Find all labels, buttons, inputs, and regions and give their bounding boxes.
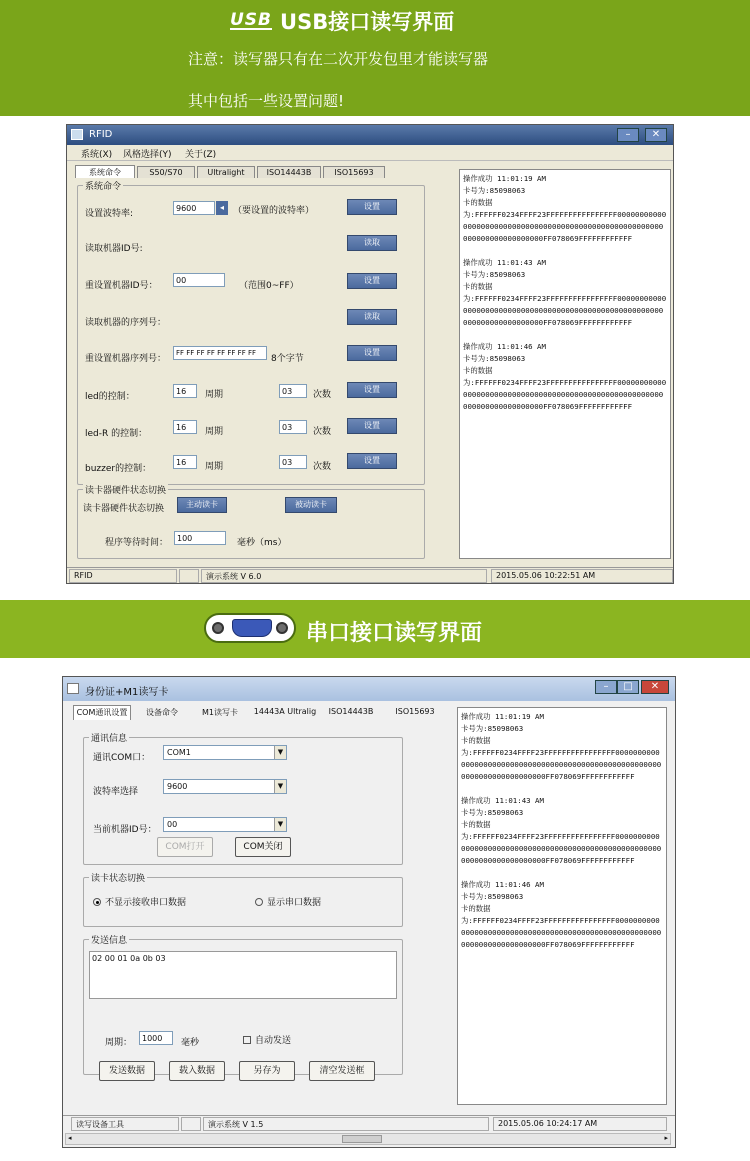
hardware-state-group <box>77 486 425 559</box>
status-bar <box>67 567 673 583</box>
set-buzzer-button[interactable]: 设置 <box>347 453 397 469</box>
log-entry <box>463 173 667 245</box>
group-label: 发送信息 <box>89 933 129 946</box>
tab-iso15693[interactable]: ISO15693 <box>395 707 435 716</box>
com-value: COM1 <box>167 748 191 757</box>
set-id-button[interactable]: 设置 <box>347 273 397 289</box>
baud-label: 波特率选择 <box>93 787 139 797</box>
group-label: 通讯信息 <box>89 731 129 744</box>
read-serial-button[interactable]: 读取 <box>347 309 397 325</box>
serial-port-icon <box>204 613 296 643</box>
menu-about[interactable]: 关于(Z) <box>185 150 217 160</box>
usb-logo: USB <box>230 10 273 30</box>
tab-iso14443b[interactable]: ISO14443B <box>257 166 321 178</box>
chevron-down-icon[interactable]: ▼ <box>274 818 286 831</box>
log-card: 卡号为:85098063 <box>463 270 526 279</box>
log-data-label: 卡的数据 <box>463 198 493 207</box>
log-entry <box>461 879 663 951</box>
log-head: 操作成功 11:01:46 AM <box>461 880 544 889</box>
ledr-period-unit: 周期 <box>205 427 224 437</box>
app-icon <box>71 129 83 140</box>
log-head: 操作成功 11:01:43 AM <box>461 796 544 805</box>
reset-serial-hint: 8个字节 <box>271 354 304 364</box>
log-data: 为:FFFFFF0234FFFF23FFFFFFFFFFFFFFFF00000000000000000000000000000000000000000000000000000000000000000000000000FF078069FFFFFFFFFFFF <box>463 378 667 411</box>
horizontal-scrollbar[interactable] <box>65 1133 671 1145</box>
load-data-button[interactable]: 载入数据 <box>169 1061 225 1081</box>
set-ledr-button[interactable]: 设置 <box>347 418 397 434</box>
status-app: RFID <box>69 569 177 583</box>
serial-banner-title: 串口接口读写界面 <box>306 621 483 646</box>
period-label: 周期： <box>105 1038 133 1048</box>
log-panel[interactable] <box>457 707 667 1105</box>
reset-id-input[interactable]: 00 <box>173 273 225 287</box>
id-label: 当前机器ID号： <box>93 825 157 835</box>
usb-banner-title <box>230 6 454 36</box>
note-line-1: 注意：读写器只有在二次开发包里才能读写器 <box>188 50 489 68</box>
wait-time-unit: 毫秒（ms） <box>237 538 287 548</box>
close-icon[interactable]: ✕ <box>645 128 667 142</box>
buzzer-period-unit: 周期 <box>205 462 224 472</box>
rfid-window <box>66 124 674 584</box>
buzzer-period-input[interactable]: 16 <box>173 455 197 469</box>
window-titlebar <box>63 677 675 701</box>
ledr-count-input[interactable]: 03 <box>279 420 307 434</box>
window-title: 身份证+M1读写卡 <box>85 687 169 698</box>
chevron-left-icon[interactable]: ◂ <box>216 201 228 215</box>
minimize-icon[interactable]: – <box>617 128 639 142</box>
log-data: 为:FFFFFF0234FFFF23FFFFFFFFFFFFFFFF00000000000000000000000000000000000000000000000000000000000000000000000000FF078069FFFFFFFFFFFF <box>461 748 662 781</box>
scroll-left-icon[interactable]: ◂ <box>68 1134 72 1142</box>
ledr-label: led-R 的控制： <box>85 429 148 439</box>
baud-input[interactable]: 9600 <box>173 201 215 215</box>
radio-icon[interactable] <box>255 898 263 906</box>
set-serial-button[interactable]: 设置 <box>347 345 397 361</box>
log-data-label: 卡的数据 <box>463 366 493 375</box>
usb-title-text: USB接口读写界面 <box>280 10 455 34</box>
tab-device-command[interactable]: 设备命令 <box>146 708 178 717</box>
reset-serial-input[interactable]: FF FF FF FF FF FF FF FF <box>173 346 267 360</box>
read-id-label: 读取机器ID号: <box>85 244 143 254</box>
clear-send-button[interactable]: 清空发送框 <box>309 1061 375 1081</box>
passive-read-button[interactable]: 被动读卡 <box>285 497 337 513</box>
reset-id-hint: （范围0~FF） <box>239 281 299 291</box>
com-select[interactable] <box>163 745 287 760</box>
com-label: 通讯COM口： <box>93 753 151 763</box>
group-label: 读卡状态切换 <box>89 871 147 884</box>
tab-14443a[interactable]: 14443A Ultralig <box>253 707 317 716</box>
tab-ultralight[interactable]: Ultralight <box>197 166 255 178</box>
baud-select[interactable] <box>163 779 287 794</box>
log-data: 为:FFFFFF0234FFFF23FFFFFFFFFFFFFFFF00000000000000000000000000000000000000000000000000000000000000000000000000FF078069FFFFFFFFFFFF <box>461 832 662 865</box>
id-select[interactable] <box>163 817 287 832</box>
save-as-button[interactable]: 另存为 <box>239 1061 295 1081</box>
group-label: 读卡器硬件状态切换 <box>83 483 168 496</box>
app-icon <box>67 683 79 694</box>
menu-system[interactable]: 系统(X) <box>81 150 113 160</box>
led-count-input[interactable]: 03 <box>279 384 307 398</box>
log-data-label: 卡的数据 <box>461 820 491 829</box>
tab-iso15693[interactable]: ISO15693 <box>323 166 385 178</box>
radio2-label: 显示串口数据 <box>267 898 322 908</box>
log-panel[interactable] <box>459 169 671 559</box>
baud-label: 设置波特率: <box>85 209 134 219</box>
menu-style[interactable]: 风格选择(Y) <box>123 150 172 160</box>
log-card: 卡号为:85098063 <box>461 724 524 733</box>
auto-send-checkbox[interactable] <box>243 1033 291 1046</box>
log-head: 操作成功 11:01:19 AM <box>463 174 546 183</box>
log-entry <box>461 711 663 783</box>
maximize-icon[interactable]: □ <box>617 680 639 694</box>
log-head: 操作成功 11:01:43 AM <box>463 258 546 267</box>
group-label: 系统命令 <box>83 179 123 192</box>
status-version: 演示系统 V 1.5 <box>203 1117 489 1131</box>
reset-id-label: 重设置机器ID号： <box>85 281 158 291</box>
log-data: 为:FFFFFF0234FFFF23FFFFFFFFFFFFFFFF00000000000000000000000000000000000000000000000000000000000000000000000000FF078069FFFFFFFFFFFF <box>463 294 667 327</box>
log-head: 操作成功 11:01:19 AM <box>461 712 544 721</box>
log-entry <box>463 341 667 413</box>
window-title: RFID <box>89 129 113 140</box>
log-card: 卡号为:85098063 <box>463 186 526 195</box>
send-data-button[interactable]: 发送数据 <box>99 1061 155 1081</box>
tab-com-settings[interactable]: COM通讯设置 <box>73 705 131 720</box>
system-command-group <box>77 182 425 485</box>
send-text: 02 00 01 0a 0b 03 <box>92 954 166 963</box>
led-period-unit: 周期 <box>205 390 224 400</box>
baud-value: 9600 <box>167 782 188 791</box>
active-read-button[interactable]: 主动读卡 <box>177 497 227 513</box>
window-titlebar <box>67 125 673 145</box>
set-baud-button[interactable]: 设置 <box>347 199 397 215</box>
auto-send-label: 自动发送 <box>255 1036 292 1046</box>
buzzer-count-input[interactable]: 03 <box>279 455 307 469</box>
status-time: 2015.05.06 10:24:17 AM <box>493 1117 667 1131</box>
led-count-unit: 次数 <box>313 390 332 400</box>
log-entry <box>463 257 667 329</box>
period-unit: 毫秒 <box>181 1038 200 1048</box>
log-card: 卡号为:85098063 <box>461 892 524 901</box>
menu-bar <box>67 145 673 161</box>
reset-serial-label: 重设置机器序列号： <box>85 354 167 364</box>
read-id-button[interactable]: 读取 <box>347 235 397 251</box>
status-blank <box>179 569 199 583</box>
close-icon[interactable]: ✕ <box>641 680 669 694</box>
status-app: 读写设备工具 <box>71 1117 179 1131</box>
log-entry <box>461 795 663 867</box>
radio-show-data[interactable] <box>255 895 321 908</box>
ledr-count-unit: 次数 <box>313 427 332 437</box>
usb-banner <box>0 0 750 116</box>
period-input[interactable]: 1000 <box>139 1031 173 1045</box>
log-data-label: 卡的数据 <box>461 736 491 745</box>
status-time: 2015.05.06 10:22:51 AM <box>491 569 673 583</box>
wait-time-label: 程序等待时间： <box>105 538 169 548</box>
status-version: 演示系统 V 6.0 <box>201 569 487 583</box>
tab-m1[interactable]: M1读写卡 <box>202 708 238 717</box>
chevron-down-icon[interactable]: ▼ <box>274 780 286 793</box>
chevron-down-icon[interactable]: ▼ <box>274 746 286 759</box>
tab-system-command[interactable]: 系统命令 <box>75 165 135 178</box>
radio1-label: 不显示接收串口数据 <box>105 898 187 908</box>
log-head: 操作成功 11:01:46 AM <box>463 342 546 351</box>
tab-iso14443b[interactable]: ISO14443B <box>328 707 374 716</box>
hw-state-label: 读卡器硬件状态切换 <box>83 504 165 514</box>
led-label: led的控制： <box>85 392 135 402</box>
log-data: 为:FFFFFF0234FFFF23FFFFFFFFFFFFFFFF00000000000000000000000000000000000000000000000000000000000000000000000000FF078069FFFFFFFFFFFF <box>461 916 662 949</box>
com-open-button[interactable]: COM打开 <box>157 837 213 857</box>
status-bar <box>63 1115 675 1131</box>
status-blank <box>181 1117 201 1131</box>
serial-banner <box>0 600 750 658</box>
buzzer-count-unit: 次数 <box>313 462 332 472</box>
scroll-thumb[interactable] <box>342 1135 382 1143</box>
send-textarea[interactable] <box>89 951 397 999</box>
read-serial-label: 读取机器的序列号： <box>85 318 167 328</box>
set-led-button[interactable]: 设置 <box>347 382 397 398</box>
id-value: 00 <box>167 820 178 829</box>
checkbox-icon[interactable] <box>243 1036 251 1044</box>
log-data-label: 卡的数据 <box>463 282 493 291</box>
radio-selected-icon[interactable] <box>93 898 101 906</box>
log-card: 卡号为:85098063 <box>461 808 524 817</box>
buzzer-label: buzzer的控制： <box>85 464 152 474</box>
wait-time-input[interactable]: 100 <box>174 531 226 545</box>
com-close-button[interactable]: COM关闭 <box>235 837 291 857</box>
log-data: 为:FFFFFF0234FFFF23FFFFFFFFFFFFFFFF00000000000000000000000000000000000000000000000000000000000000000000000000FF078069FFFFFFFFFFFF <box>463 210 667 243</box>
log-card: 卡号为:85098063 <box>463 354 526 363</box>
radio-hide-data[interactable] <box>93 895 186 908</box>
minimize-icon[interactable]: – <box>595 680 617 694</box>
log-data-label: 卡的数据 <box>461 904 491 913</box>
ledr-period-input[interactable]: 16 <box>173 420 197 434</box>
note-line-2: 其中包括一些设置问题! <box>188 92 345 110</box>
serial-window <box>62 676 676 1148</box>
tab-s50[interactable]: S50/S70 <box>137 166 195 178</box>
baud-hint: （要设置的波特率） <box>233 206 315 216</box>
scroll-right-icon[interactable]: ▸ <box>664 1134 668 1142</box>
led-period-input[interactable]: 16 <box>173 384 197 398</box>
